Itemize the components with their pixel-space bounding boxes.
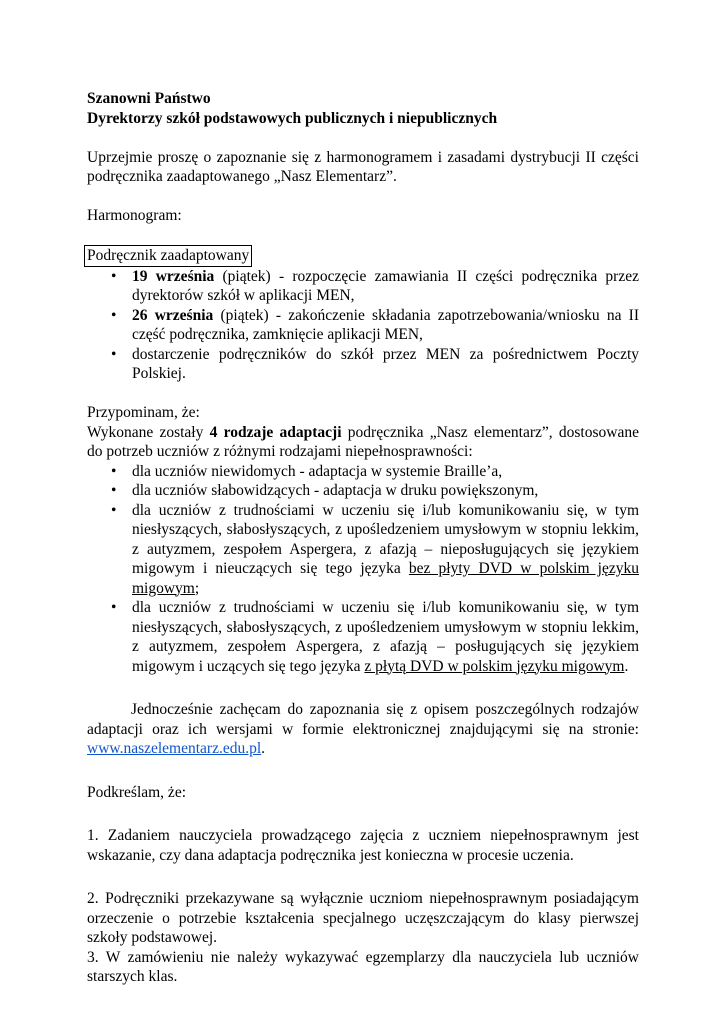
reminder-label: Przypominam, że: xyxy=(87,404,200,421)
bullet-icon: • xyxy=(111,306,117,324)
adaptation-underlined: z płytą DVD w polskim języku migowym xyxy=(364,657,625,675)
schedule-list xyxy=(87,267,639,384)
schedule-text: (piątek) - zakończenie składania zapotrzebowania/wniosku na II część podręcznika, zamknięcie aplikacji MEN, xyxy=(132,306,640,343)
greeting-line-2: Dyrektorzy szkół podstawowych publicznych i niepublicznych xyxy=(87,109,498,127)
adaptation-end: . xyxy=(624,657,629,675)
reminder-lead xyxy=(87,423,639,462)
schedule-item xyxy=(87,306,639,345)
emphasis-label: Podkreślam, że: xyxy=(87,783,187,801)
adaptation-item xyxy=(87,462,639,482)
bullet-icon: • xyxy=(111,462,117,480)
bullet-icon: • xyxy=(111,267,117,285)
bullet-icon: • xyxy=(111,482,117,499)
encourage-text: Jednocześnie zachęcam do zapoznania się z opisem poszczególnych rodzajów adaptacji oraz ich wersjami w formie elektronicznej znajdującymi się na stronie: xyxy=(87,701,639,738)
emphasis-point-1: 1. Zadaniem nauczyciela prowadzącego zajęcia z uczniem niepełnosprawnym jest wskazanie, czy dana adaptacja podręcznika jest konieczna w procesie uczenia. xyxy=(87,827,639,864)
adaptation-item xyxy=(87,501,639,599)
schedule-date: 19 września xyxy=(132,267,215,285)
reminder-lead-start: Wykonane zostały xyxy=(87,423,210,441)
greeting-line-1: Szanowni Państwo xyxy=(87,90,211,107)
bullet-icon: • xyxy=(111,345,117,363)
letter-body xyxy=(87,89,639,987)
bullet-icon: • xyxy=(111,599,117,616)
adaptation-underlined: bez płyty DVD w polskim języku migowym xyxy=(132,560,639,597)
schedule-item xyxy=(87,345,639,384)
schedule-text: (piątek) - rozpoczęcie zamawiania II części podręcznika przez dyrektorów szkół w aplikacji MEN, xyxy=(132,267,639,304)
adaptation-text: dla uczniów z trudnościami w uczeniu się i/lub komunikowaniu się, w tym niesłyszących, słabosłyszących, z upośledzeniem umysłowym w stopniu lekkim, z autyzmem, zespołem Aspergera, z afazją – posługujących się językiem migowym i uczących się tego języka xyxy=(132,599,639,675)
emphasis-point-3: 3. W zamówieniu nie należy wykazywać egzemplarzy dla nauczyciela lub uczniów starszych klas. xyxy=(87,948,639,985)
encourage-paragraph xyxy=(87,700,639,759)
adaptation-end: ; xyxy=(194,579,200,597)
adaptation-list xyxy=(87,462,639,677)
schedule-box-title: Podręcznik zaadaptowany xyxy=(84,245,252,267)
bullet-icon: • xyxy=(111,501,117,519)
website-link[interactable]: www.naszelementarz.edu.pl xyxy=(87,740,262,757)
schedule-text: dostarczenie podręczników do szkół przez MEN za pośrednictwem Poczty Polskiej. xyxy=(132,345,639,382)
intro-paragraph: Uprzejmie proszę o zapoznanie się z harmonogramem i zasadami dystrybucji II części podręcznika zaadaptowanego „Nasz Elementarz”. xyxy=(87,148,639,185)
adaptation-item xyxy=(87,598,639,676)
adaptation-text: dla uczniów z trudnościami w uczeniu się i/lub komunikowaniu się, w tym niesłyszących, słabosłyszących, z upośledzeniem umysłowym w stopniu lekkim, z autyzmem, zespołem Aspergera, z afazją – nieposługujących się językiem migowym i nieuczących się tego języka xyxy=(132,501,639,577)
reminder-lead-bold: 4 rodzaje adaptacji xyxy=(209,423,342,441)
adaptation-item xyxy=(87,481,639,501)
reminder-lead-end: podręcznika „Nasz elementarz”, dostosowane do potrzeb uczniów z różnymi rodzajami niepełnosprawności: xyxy=(87,423,639,460)
schedule-date: 26 września xyxy=(132,306,214,324)
encourage-end: . xyxy=(261,740,266,757)
adaptation-text: dla uczniów słabowidzących - adaptacja w druku powiększonym, xyxy=(132,482,539,499)
schedule-item xyxy=(87,267,639,306)
emphasis-point-2: 2. Podręczniki przekazywane są wyłącznie uczniom niepełnosprawnym posiadającym orzeczenie o potrzebie kształcenia specjalnego uczęszczającym do klasy pierwszej szkoły podstawowej. xyxy=(87,890,639,946)
adaptation-text: dla uczniów niewidomych - adaptacja w systemie Braille’a, xyxy=(132,462,503,480)
schedule-label: Harmonogram: xyxy=(87,207,182,224)
